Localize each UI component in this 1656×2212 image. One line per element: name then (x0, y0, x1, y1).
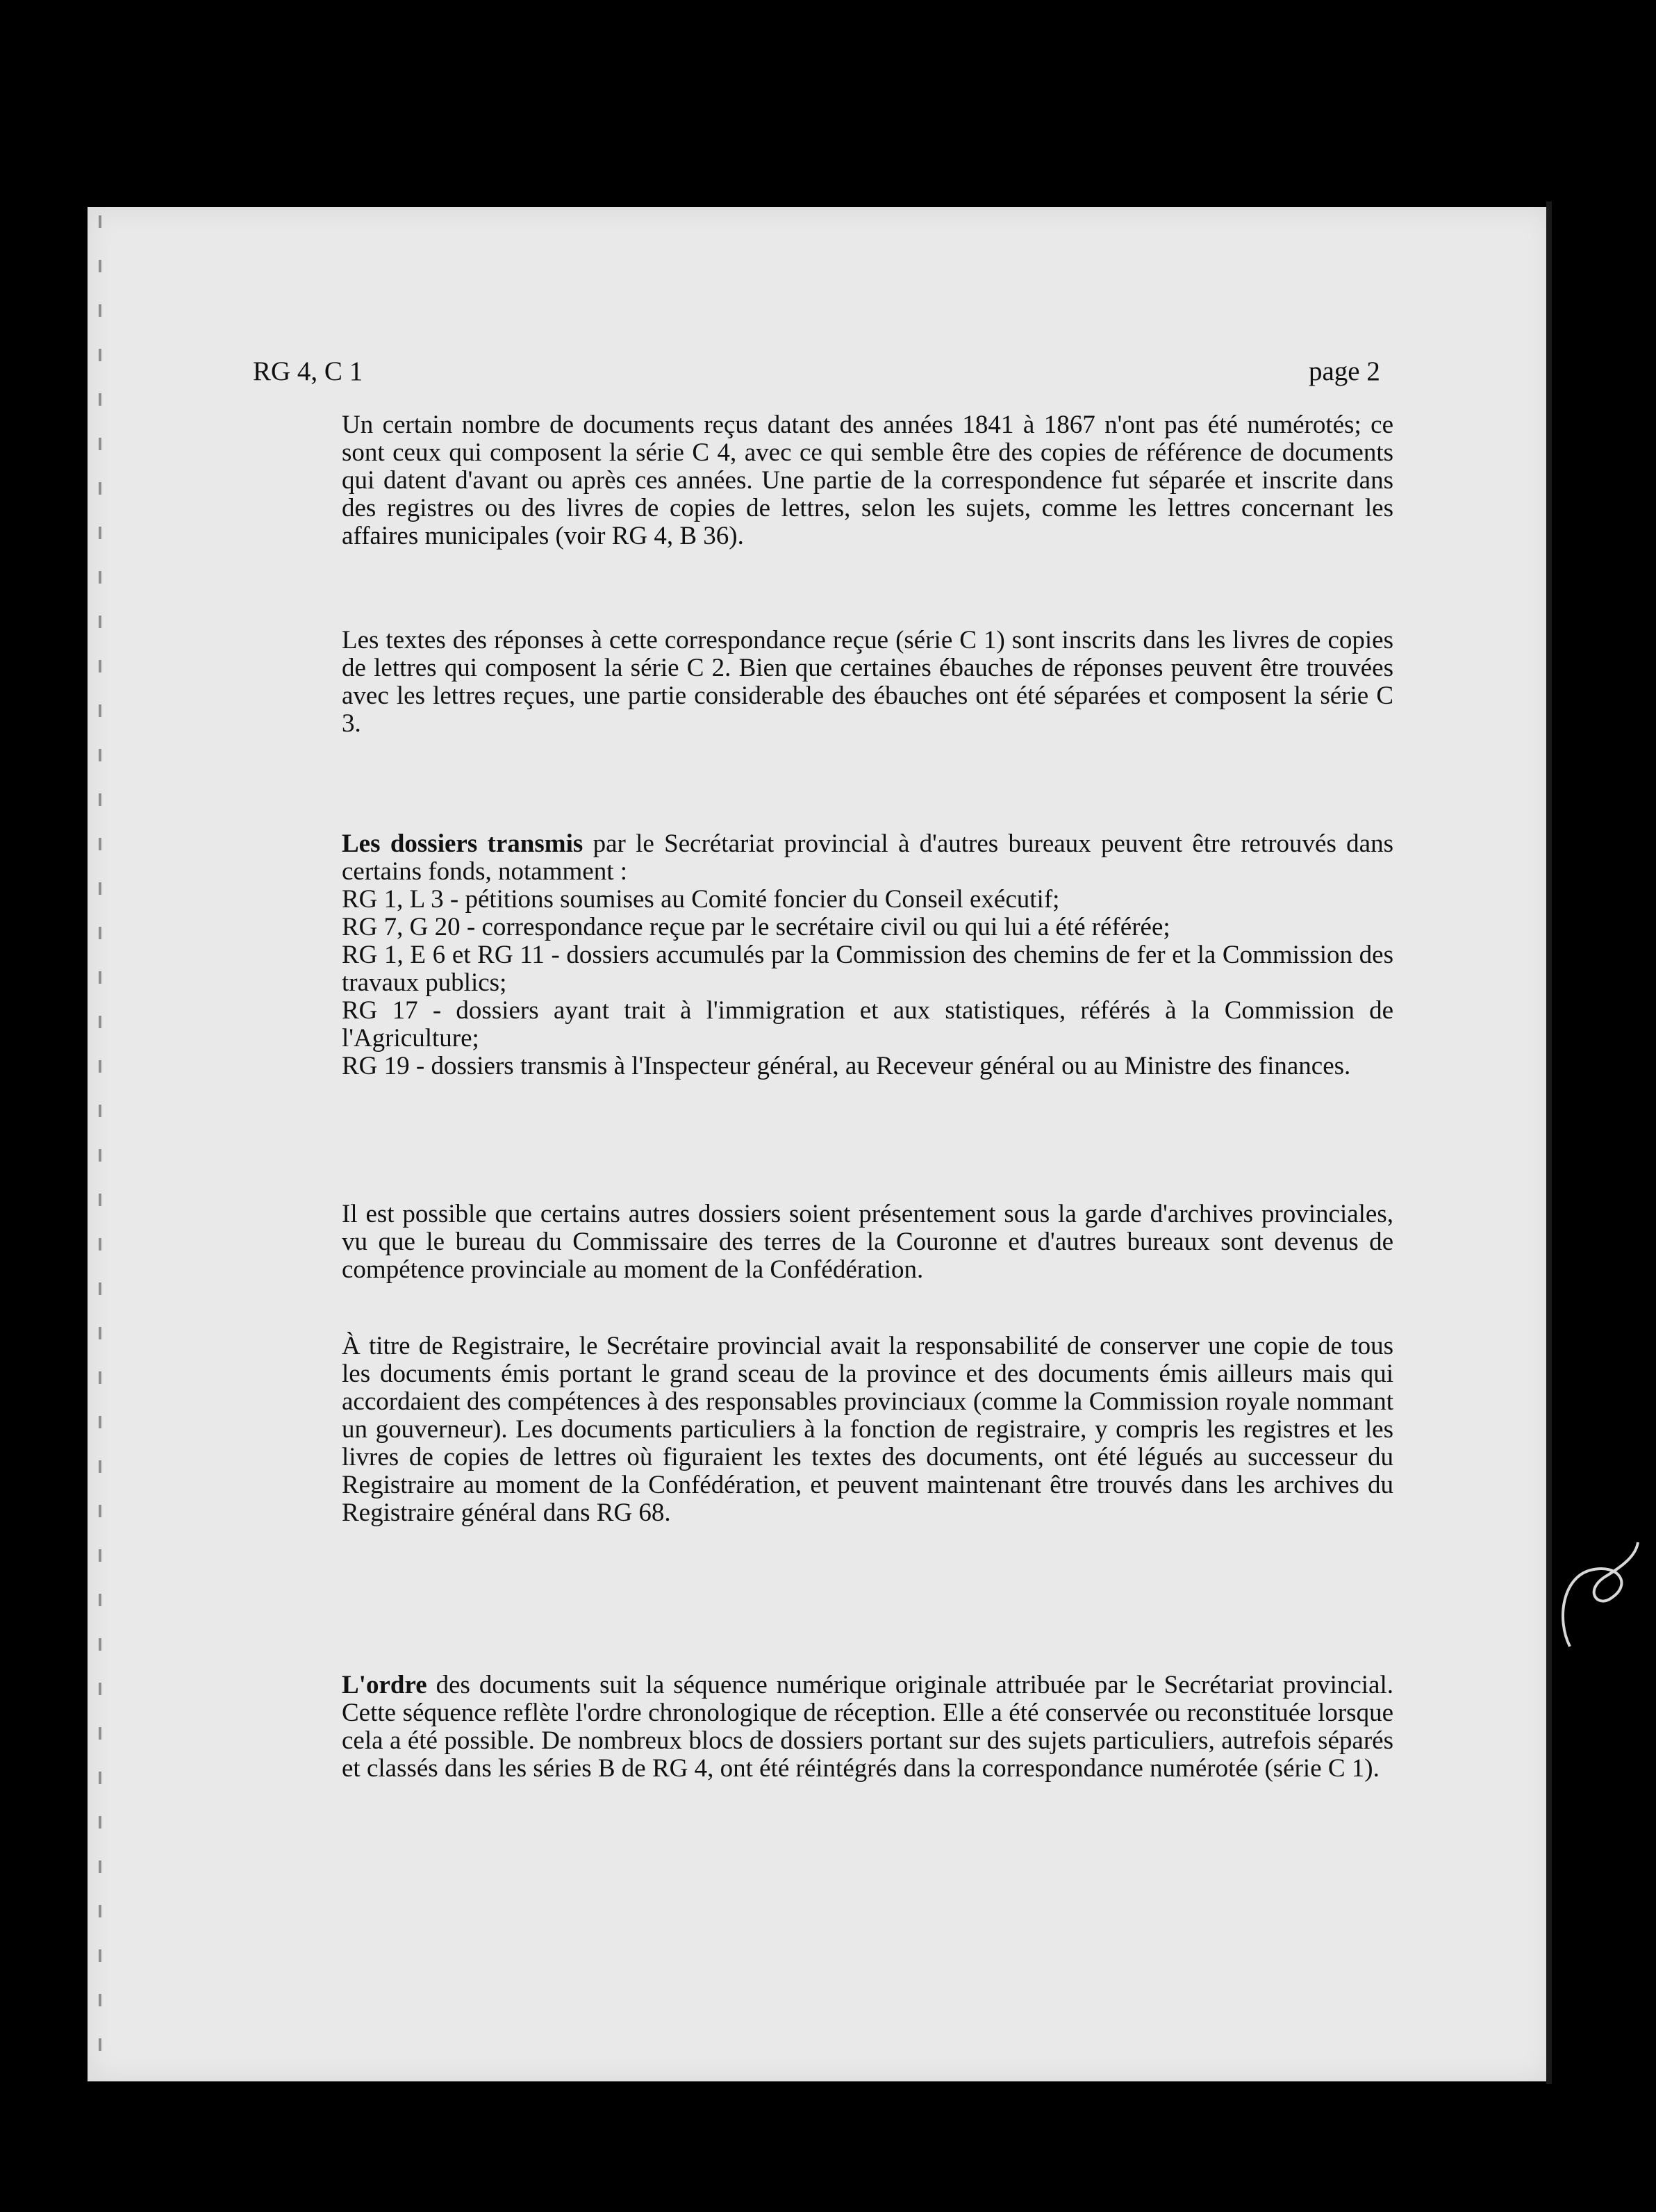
list-item: RG 1, E 6 et RG 11 - dossiers accumulés par la Commission des chemins de fer et la Commission des travaux publics; (342, 941, 1393, 997)
bold-lead: Les dossiers transmis (342, 830, 583, 858)
paragraph-rest: par le Secrétariat provincial à d'autres bureaux peuvent être retrouvés dans certains fonds, notamment : (342, 830, 1393, 886)
list-item: RG 19 - dossiers transmis à l'Inspecteur général, au Receveur général ou au Ministre des finances. (342, 1052, 1351, 1080)
paragraph-text: Les textes des réponses à cette correspondance reçue (série C 1) sont inscrits dans les livres de copies de lettres qui composent la série C 2. Bien que certaines ébauches de réponses peuvent être trouvées avec les lettres reçues, une partie considerable des ébauches ont été séparées et composent la série C 3. (342, 626, 1393, 738)
page-edge-marks (99, 215, 101, 2056)
paragraph-rest: des documents suit la séquence numérique originale attribuée par le Secrétariat provincial. Cette séquence reflète l'ordre chronologique de réception. Elle a été conservée ou reconstituée lorsque cela a été possible. De nombreux blocs de dossiers portant sur des sujets particuliers, autrefois séparés et classés dans les séries B de RG 4, ont été réintégrés dans la correspondance numérotée (série C 1). (342, 1671, 1393, 1783)
paragraph-text: À titre de Registraire, le Secrétaire provincial avait la responsabilité de conserver une copie de tous les documents émis portant le grand sceau de la province et des documents émis ailleurs mais qui accordaient des compétences à des responsables provinciaux (comme la Commission royale nommant un gouverneur). Les documents particuliers à la fonction de registraire, y compris les registres et les livres de copies de lettres où figuraient les textes des documents, ont été légués au successeur du Registraire au moment de la Confédération, et peuvent maintenant être trouvés dans les archives du Registraire général dans RG 68. (342, 1332, 1393, 1527)
string-loop-decoration (1556, 1535, 1639, 1653)
bold-lead: L'ordre (342, 1671, 427, 1699)
paragraph-4 (342, 1200, 1393, 1284)
list-item: RG 1, L 3 - pétitions soumises au Comité foncier du Conseil exécutif; (342, 885, 1060, 914)
paragraph-text (342, 1672, 1393, 1783)
paragraph-transmitted-files (342, 830, 1393, 1080)
paragraph-text: Il est possible que certains autres dossiers soient présentement sous la garde d'archives provinciales, vu que le bureau du Commissaire des terres de la Couronne et d'autres bureaux sont devenus de compétence provinciale au moment de la Confédération. (342, 1200, 1393, 1284)
list-item: RG 17 - dossiers ayant trait à l'immigration et aux statistiques, référés à la Commission de l'Agriculture; (342, 996, 1393, 1053)
page-number: page 2 (1309, 356, 1380, 386)
page-right-edge (1546, 201, 1552, 2084)
paragraph-2 (342, 627, 1393, 738)
paragraph-text (342, 830, 1393, 886)
paragraph-1 (342, 411, 1393, 550)
list-item: RG 7, G 20 - correspondance reçue par le secrétaire civil ou qui lui a été référée; (342, 913, 1170, 941)
document-reference: RG 4, C 1 (253, 356, 363, 386)
paragraph-text: Un certain nombre de documents reçus datant des années 1841 à 1867 n'ont pas été numérotés; ce sont ceux qui composent la série C 4, avec ce qui semble être des copies de référence de documents qui datent d'avant ou après ces années. Une partie de la correspondence fut séparée et inscrite dans des registres ou des livres de copies de lettres, selon les sujets, comme les lettres concernant les affaires municipales (voir RG 4, B 36). (342, 411, 1393, 550)
paragraph-6 (342, 1672, 1393, 1783)
paragraph-5 (342, 1332, 1393, 1527)
